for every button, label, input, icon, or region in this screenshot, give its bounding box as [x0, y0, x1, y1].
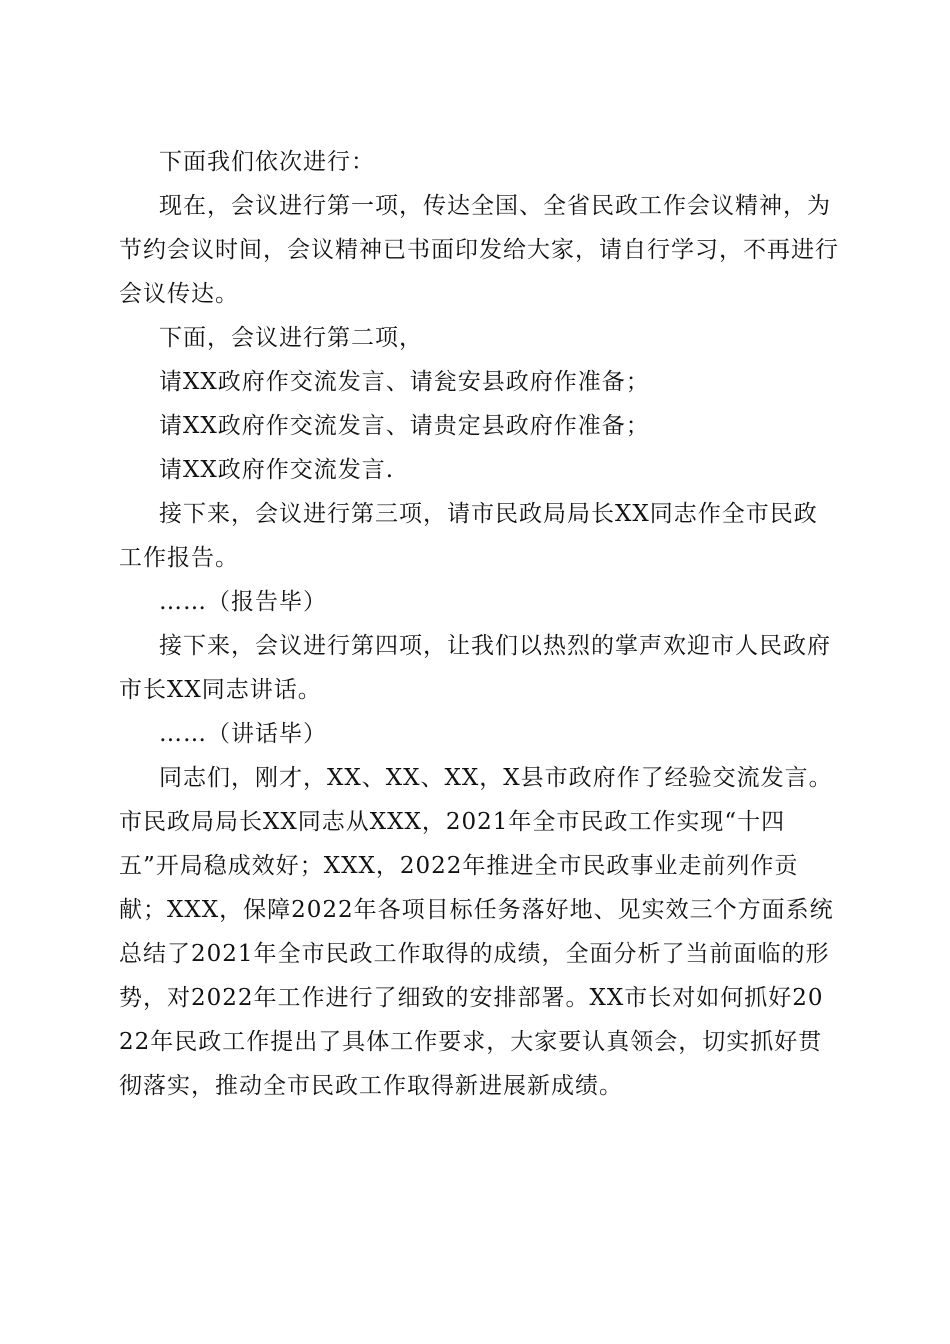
paragraph-item-two: 下面，会议进行第二项， — [159, 325, 423, 351]
paragraph-summary: 同志们，刚才，XX、XX、XX，X县市政府作了经验交流发言。市民政局局长XX同志从XXX，2021年全市民政工作实现“十四五”开局稳成效好；XXX，2022年推进全市民政事业走前列作贡献；XXX，保障2022年各项目标任务落好地、见实效三个方面系统总结了2021年全市民政工作取得的成绩，全面分析了当前面临的形势，对2022年工作进行了细致的安排部署。XX市长对如何抓好2022年民政工作提出了具体工作要求，大家要认真领会，切实抓好贯彻落实，推动全市民政工作取得新进展新成绩。 — [119, 765, 834, 1099]
paragraph-item-four: 接下来，会议进行第四项，让我们以热烈的掌声欢迎市人民政府市长XX同志讲话。 — [119, 633, 831, 703]
paragraph-item-three: 接下来，会议进行第三项，请市民政局局长XX同志作全市民政工作报告。 — [119, 501, 818, 571]
paragraph-speaker-3: 请XX政府作交流发言. — [159, 457, 395, 483]
paragraph-speech-done: ……（讲话毕） — [159, 721, 327, 747]
document-body — [119, 140, 839, 1108]
paragraph-speaker-2: 请XX政府作交流发言、请贵定县政府作准备； — [159, 413, 650, 439]
paragraph-report-done: ……（报告毕） — [159, 589, 327, 615]
paragraph-intro: 下面我们依次进行： — [159, 149, 375, 175]
paragraph-speaker-1: 请XX政府作交流发言、请瓮安县政府作准备； — [159, 369, 650, 395]
paragraph-item-one: 现在，会议进行第一项，传达全国、全省民政工作会议精神，为节约会议时间，会议精神已书面印发给大家，请自行学习，不再进行会议传达。 — [119, 193, 839, 307]
